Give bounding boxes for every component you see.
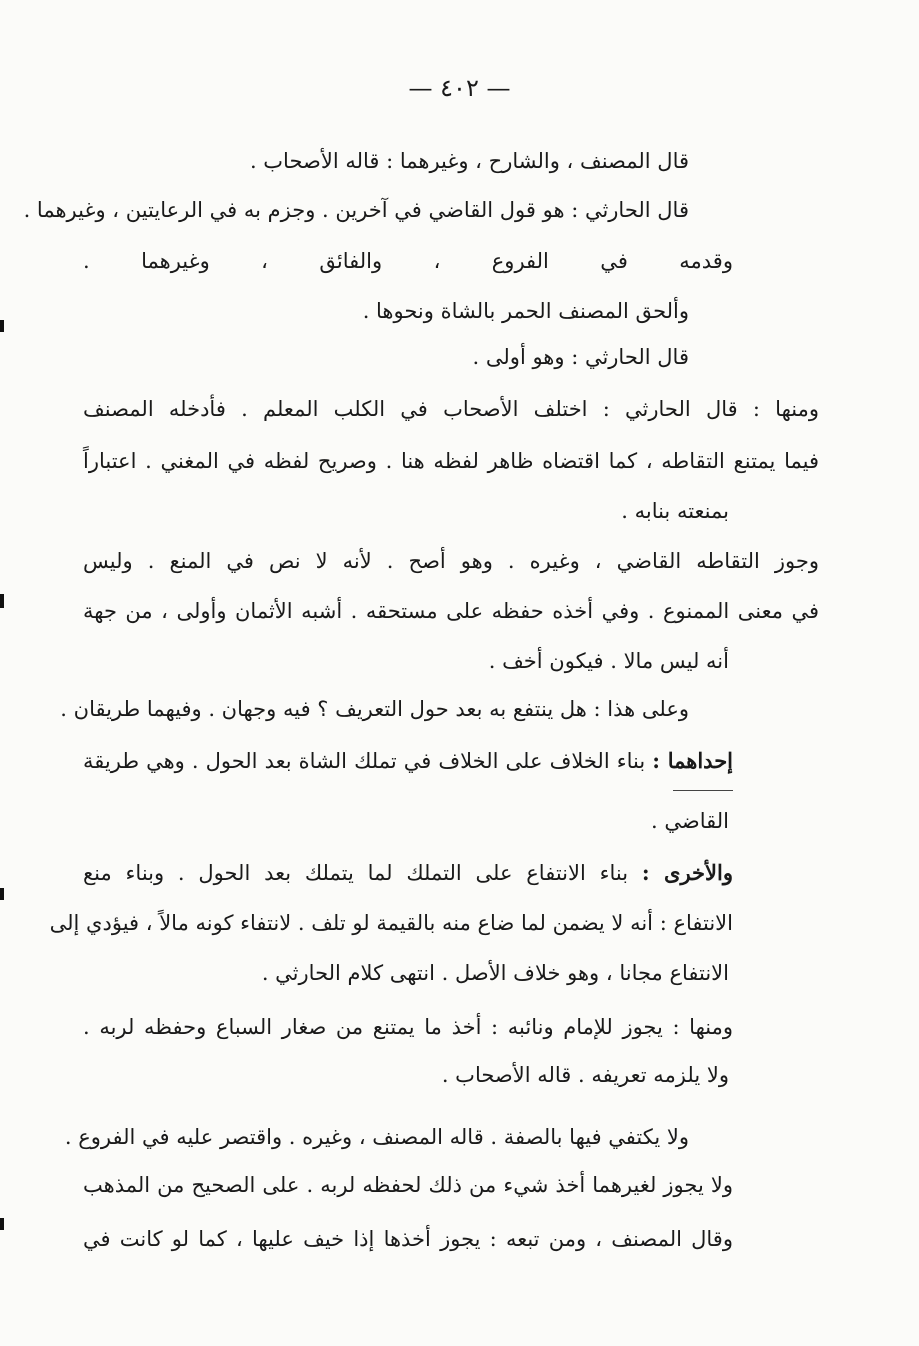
- lead-word: إحداهما :: [652, 748, 734, 773]
- scan-edge-mark: [0, 594, 4, 608]
- page-number: — ٤٠٢ —: [408, 74, 511, 102]
- text-line: وعلى هذا : هل ينتفع به بعد حول التعريف ؟ فيه وجهان . وفيهما طريقان .: [60, 697, 689, 721]
- text-line: في معنى الممنوع . وفي أخذه حفظه على مستحقه . أشبه الأثمان وأولى ، من جهة: [83, 599, 820, 623]
- text-line: قال الحارثي : وهو أولى .: [472, 345, 689, 369]
- text-line: وألحق المصنف الحمر بالشاة ونحوها .: [362, 299, 689, 323]
- text-line: إحداهما : بناء الخلاف على الخلاف في تملك الشاة بعد الحول . وهي طريقة: [83, 748, 734, 773]
- text-line: ومنها : يجوز للإمام ونائبه : أخذ ما يمتنع من صغار السباع وحفظه لربه .: [83, 1015, 733, 1039]
- text-line: بمنعته بنابه .: [621, 499, 729, 523]
- lead-word: والأخرى :: [641, 860, 733, 885]
- text-line: وجوز التقاطه القاضي ، وغيره . وهو أصح . لأنه لا نص في المنع . وليس: [83, 549, 819, 573]
- text-line: ومنها : قال الحارثي : اختلف الأصحاب في الكلب المعلم . فأدخله المصنف: [83, 397, 819, 421]
- text-line: فيما يمتنع التقاطه ، كما اقتضاه ظاهر لفظه هنا . وصريح لفظه في المغني . اعتباراً: [83, 449, 819, 473]
- text-line: ولا يلزمه تعريفه . قاله الأصحاب .: [441, 1063, 729, 1087]
- text-line: ولا يجوز لغيرهما أخذ شيء من ذلك لحفظه لربه . على الصحيح من المذهب: [83, 1173, 733, 1197]
- text-line: الانتفاع : أنه لا يضمن لما ضاع منه بالقيمة لو تلف . لانتفاء كونه مالاً ، فيؤدي إلى: [49, 911, 733, 935]
- text-line: أنه ليس مالا . فيكون أخف .: [488, 649, 729, 673]
- scan-edge-mark: [0, 1218, 4, 1230]
- text-line: قال الحارثي : هو قول القاضي في آخرين . وجزم به في الرعايتين ، وغيرهما .: [23, 198, 689, 222]
- text-line: الانتفاع مجانا ، وهو خلاف الأصل . انتهى كلام الحارثي .: [261, 961, 729, 985]
- scan-edge-mark: [0, 888, 4, 900]
- text-line: قال المصنف ، والشارح ، وغيرهما : قاله الأصحاب .: [249, 149, 689, 173]
- text-line: ولا يكتفي فيها بالصفة . قاله المصنف ، وغيره . واقتصر عليه في الفروع .: [64, 1125, 689, 1149]
- scan-edge-mark: [0, 320, 4, 332]
- text-line: وقال المصنف ، ومن تبعه : يجوز أخذها إذا خيف عليها ، كما لو كانت في: [83, 1227, 733, 1251]
- text-line: وقدمه في الفروع ، والفائق ، وغيرهما .: [83, 249, 733, 273]
- text-line: والأخرى : بناء الانتفاع على التملك لما يتملك بعد الحول . وبناء منع: [83, 860, 733, 885]
- lead-underline: [673, 790, 733, 791]
- text-line: القاضي .: [651, 809, 729, 833]
